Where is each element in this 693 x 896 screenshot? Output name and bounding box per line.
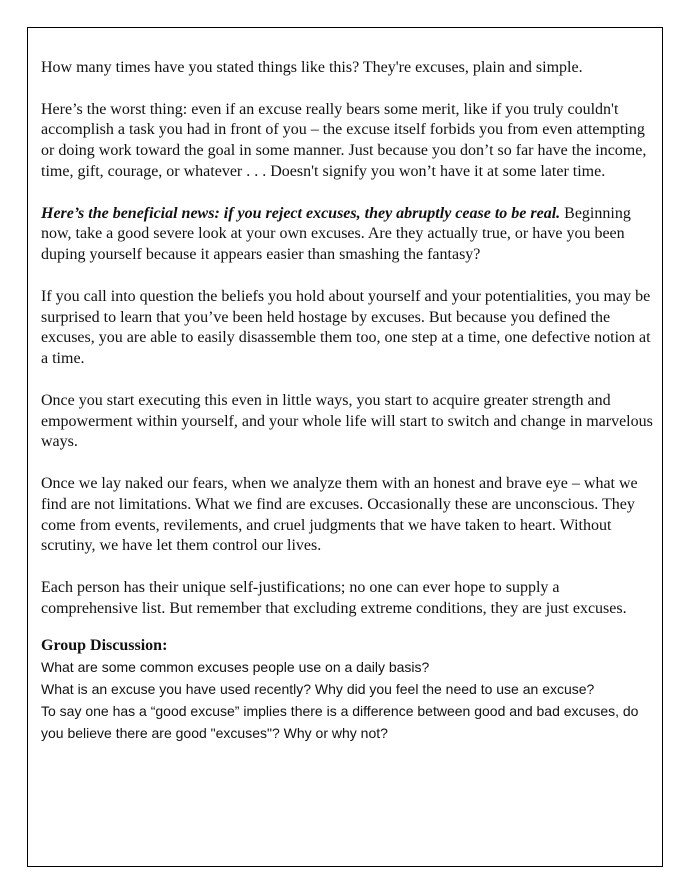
paragraph-1-text: How many times have you stated things like this? They're excuses, plain and simple. <box>41 59 583 76</box>
discussion-heading: Group Discussion: <box>41 637 168 655</box>
paragraph-7 <box>41 578 653 620</box>
discussion-question: What are some common excuses people use on a daily basis? <box>41 659 430 676</box>
discussion-question-list <box>41 656 653 744</box>
paragraph-6 <box>41 474 653 557</box>
paragraph-7-text: Each person has their unique self-justifications; no one can ever hope to supply a comprehensive list. But remember that excluding extreme conditions, they are just excuses. <box>41 578 627 617</box>
paragraph-3-lead: Here’s the beneficial news: if you reject excuses, they abruptly cease to be real. <box>41 204 561 222</box>
discussion-question: To say one has a “good excuse” implies there is a difference between good and bad excuses, do you believe there are good "excuses"? Why or why not? <box>41 703 639 742</box>
paragraph-4-text: If you call into question the beliefs you hold about yourself and your potentialities, you may be surprised to learn that you’ve been held hostage by excuses. But because you defined the excuses, you are able to easily disassemble them too, one step at a time, one defective notion at a time. <box>41 287 651 368</box>
paragraph-3 <box>41 204 653 266</box>
discussion-question: What is an excuse you have used recently? Why did you feel the need to use an excuse? <box>41 681 595 698</box>
paragraph-2 <box>41 100 653 183</box>
paragraph-3-text: Beginning now, take a good severe look at your own excuses. Are they actually true, or have you been duping yourself because it appears easier than smashing the fantasy? <box>41 204 631 264</box>
paragraph-4 <box>41 287 653 370</box>
document-body <box>41 58 653 744</box>
paragraph-5 <box>41 391 653 453</box>
paragraph-5-text: Once you start executing this even in little ways, you start to acquire greater strength and empowerment within yourself, and your whole life will start to switch and change in marvelous ways. <box>41 391 653 451</box>
paragraph-6-text: Once we lay naked our fears, when we analyze them with an honest and brave eye – what we find are not limitations. What we find are excuses. Occasionally these are unconscious. They come from events, revilements, and cruel judgments that we have taken to heart. Without scrutiny, we have let them control our lives. <box>41 474 638 555</box>
paragraph-2-text: Here’s the worst thing: even if an excuse really bears some merit, like if you truly couldn't accomplish a task you had in front of you – the excuse itself forbids you from even attempting or doing work toward the goal in some manner. Just because you don’t so far have the income, time, gift, courage, or whatever . . . Doesn't signify you won’t have it at some later time. <box>41 100 647 180</box>
paragraph-1 <box>41 58 653 79</box>
